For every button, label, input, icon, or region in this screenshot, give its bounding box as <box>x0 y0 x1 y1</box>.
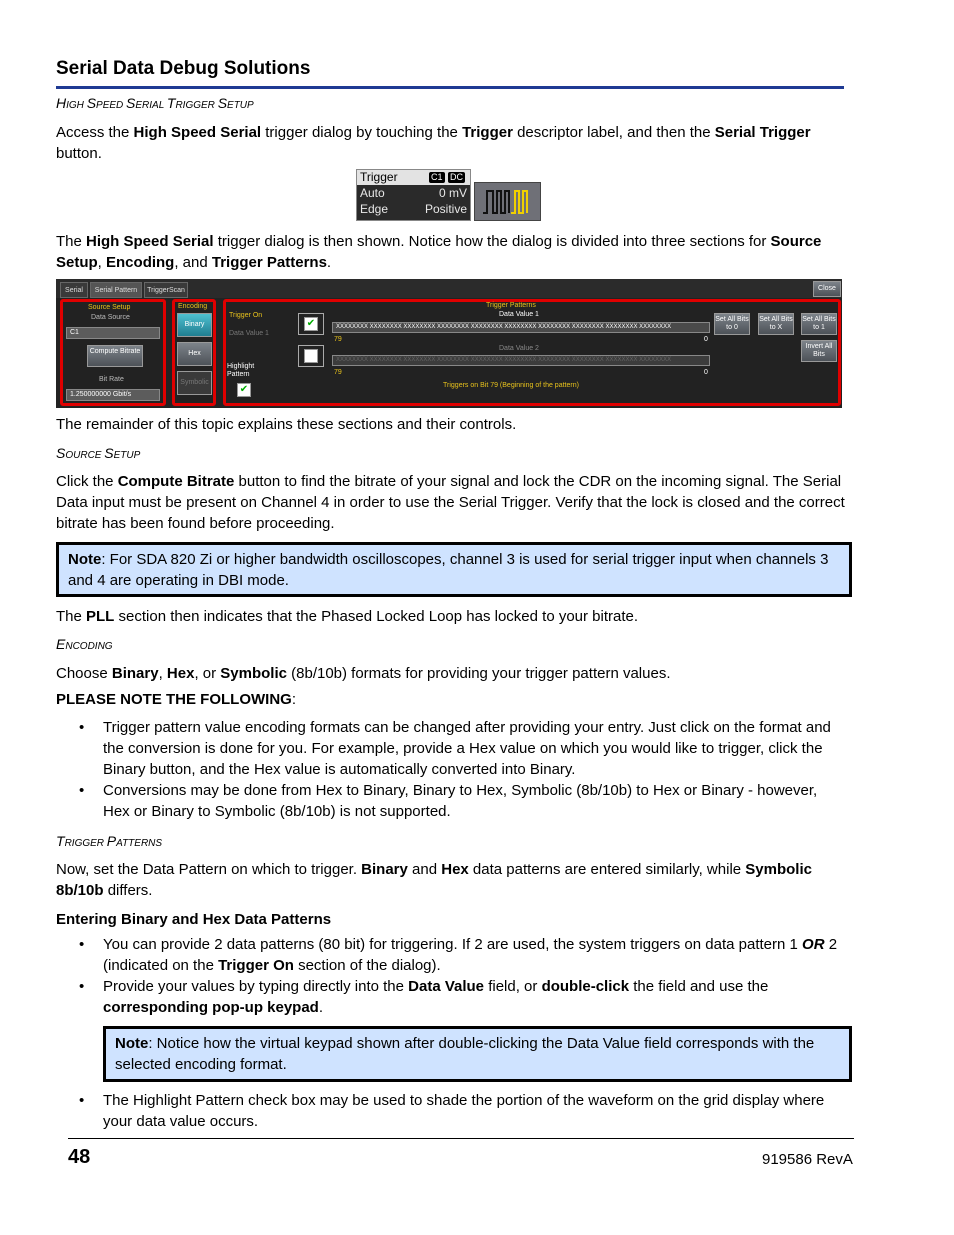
heading-trigger-patterns: TRIGGER PATTERNS <box>56 833 163 849</box>
pattern1-bit-lo: 0 <box>704 336 708 343</box>
set-all-bits-1-button[interactable]: Set All Bits to 1 <box>801 313 837 335</box>
pattern2-bit-lo: 0 <box>704 369 708 376</box>
encoding-label: Encoding <box>178 303 208 310</box>
data-source-label: Data Source <box>91 314 130 321</box>
channel-badge: C1 <box>431 172 443 182</box>
hex-button[interactable]: Hex <box>177 342 212 366</box>
paragraph-remainder: The remainder of this topic explains these sections and their controls. <box>56 416 517 433</box>
symbolic-button[interactable]: Symbolic <box>177 371 212 395</box>
trigger-level: 0 mV <box>438 186 467 200</box>
data-value-2-field[interactable]: XXXXXXXX XXXXXXXX XXXXXXXX XXXXXXXX XXXXXXXX XXXXXXXX XXXXXXXX XXXXXXXX XXXXXXXX XXXXXXXX <box>332 355 710 366</box>
footer-rule <box>68 1138 854 1139</box>
trigger-on-label: Trigger On <box>229 312 263 319</box>
data-value-2-label: Data Value 2 <box>499 345 539 352</box>
paragraph-pll: The PLL section then indicates that the Phased Locked Loop has locked to your bitrate. <box>56 608 639 625</box>
trigger-label: Trigger <box>360 170 398 184</box>
tab-serial[interactable]: Serial <box>60 282 88 298</box>
bit-rate-label: Bit Rate <box>99 376 124 383</box>
highlight-pattern-label: Highlight Pattern <box>227 363 255 378</box>
data-source-field[interactable]: C1 <box>66 327 160 339</box>
tab-serial-pattern[interactable]: Serial Pattern <box>90 282 142 298</box>
bit-rate-field[interactable]: 1.250000000 Gbit/s <box>66 389 160 401</box>
set-all-bits-x-button[interactable]: Set All Bits to X <box>758 313 794 335</box>
serial-trigger-button[interactable] <box>474 182 541 221</box>
note-sda-820: Note: For SDA 820 Zi or higher bandwidth oscilloscopes, channel 3 is used for serial trigger input when channels 3 and 4 are operating in DBI mode. <box>56 542 852 597</box>
pattern2-checkbox[interactable] <box>304 349 318 363</box>
list-item: • You can provide 2 data patterns (80 bit) for triggering. If 2 are used, the system triggers on data pattern 1 OR 2 (indicated on the Trigger On section of the dialog). <box>56 934 846 976</box>
serial-trigger-dialog <box>56 279 842 408</box>
heading-source-setup: SOURCE SETUP <box>56 445 141 461</box>
pattern1-bit-hi: 79 <box>334 336 342 343</box>
note-virtual-keypad: Note: Notice how the virtual keypad shown after double-clicking the Data Value field corresponds with the selected encoding format. <box>103 1026 852 1082</box>
invert-all-bits-button[interactable]: Invert All Bits <box>801 340 837 362</box>
trigger-patterns-label: Trigger Patterns <box>486 302 536 309</box>
source-setup-label: Source Setup <box>88 304 131 311</box>
compute-bitrate-button[interactable]: Compute Bitrate <box>87 345 143 367</box>
paragraph-dialog-shown: The High Speed Serial trigger dialog is then shown. Notice how the dialog is divided into three sections for Source Setup, Encoding, and Trigger Patterns. <box>56 233 822 271</box>
serial-pulse-icon <box>475 183 540 220</box>
highlight-pattern-checkbox[interactable]: ✔ <box>237 383 251 397</box>
list-item: • Conversions may be done from Hex to Binary, Binary to Hex, Symbolic (8b/10b) to Hex or Binary - however, Hex or Binary to Symbolic (8b/10b) is not supported. <box>56 780 836 822</box>
trigger-descriptor-label[interactable] <box>356 169 471 221</box>
pattern2-bit-hi: 79 <box>334 369 342 376</box>
dialog-tabs <box>56 279 842 298</box>
paragraph-choose-format: Choose Binary, Hex, or Symbolic (8b/10b) formats for providing your trigger pattern values. <box>56 665 671 682</box>
page-number: 48 <box>68 1146 91 1168</box>
subheading-entering-patterns: Entering Binary and Hex Data Patterns <box>56 911 332 928</box>
trigger-slope: Positive <box>424 202 467 216</box>
close-button[interactable]: Close <box>813 281 841 297</box>
page-title: Serial Data Debug Solutions <box>56 58 311 79</box>
bullet-list-encoding <box>56 717 836 822</box>
trigger-mode: Auto <box>360 186 385 200</box>
list-item: • Trigger pattern value encoding formats can be changed after providing your entry. Just click on the format and the conversion is done for you. For example, provide a Hex value on which you would like to trigger, click the Binary button, and the Hex value is automatically converted into Binary. <box>56 717 836 780</box>
triggers-on-info: Triggers on Bit 79 (Beginning of the pattern) <box>443 382 579 389</box>
trigger-type: Edge <box>360 202 389 216</box>
paragraph-access: Access the High Speed Serial trigger dialog by touching the Trigger descriptor label, and then the Serial Trigger button. <box>56 124 811 162</box>
list-item: • The Highlight Pattern check box may be used to shade the portion of the waveform on the grid display where your data value occurs. <box>56 1090 836 1132</box>
data-value-1-label: Data Value 1 <box>499 311 539 318</box>
document-number: 919586 RevA <box>762 1151 853 1168</box>
paragraph-set-data-pattern: Now, set the Data Pattern on which to trigger. Binary and Hex data patterns are entered similarly, while Symbolic 8b/10b differs. <box>56 861 812 899</box>
set-all-bits-0-button[interactable]: Set All Bits to 0 <box>714 313 750 335</box>
title-rule <box>56 86 844 89</box>
bullet-list-patterns <box>56 934 846 1018</box>
coupling-badge: DC <box>450 172 463 182</box>
heading-high-speed-serial-trigger-setup: HIGH SPEED SERIAL TRIGGER SETUP <box>56 95 254 111</box>
please-note-heading: PLEASE NOTE THE FOLLOWING: <box>56 691 297 708</box>
paragraph-compute-bitrate: Click the Compute Bitrate button to find the bitrate of your signal and lock the CDR on the incoming signal. The Serial Data input must be present on Channel 4 in order to use the Serial Trigger. Verify that the lock is closed and the correct bitrate has been found before proceeding. <box>56 473 845 532</box>
data-value-1-field[interactable]: XXXXXXXX XXXXXXXX XXXXXXXX XXXXXXXX XXXXXXXX XXXXXXXX XXXXXXXX XXXXXXXX XXXXXXXX XXXXXXXX <box>332 322 710 333</box>
binary-button[interactable]: Binary <box>177 313 212 337</box>
heading-encoding: ENCODING <box>56 636 113 652</box>
tab-triggerscan[interactable]: TriggerScan <box>144 282 188 298</box>
bullet-list-highlight <box>56 1090 836 1132</box>
pattern1-checkbox[interactable]: ✔ <box>304 317 318 331</box>
list-item: • Provide your values by typing directly into the Data Value field, or double-click the field and use the corresponding pop-up keypad. <box>56 976 846 1018</box>
trigger-on-value: Data Value 1 <box>229 330 269 337</box>
